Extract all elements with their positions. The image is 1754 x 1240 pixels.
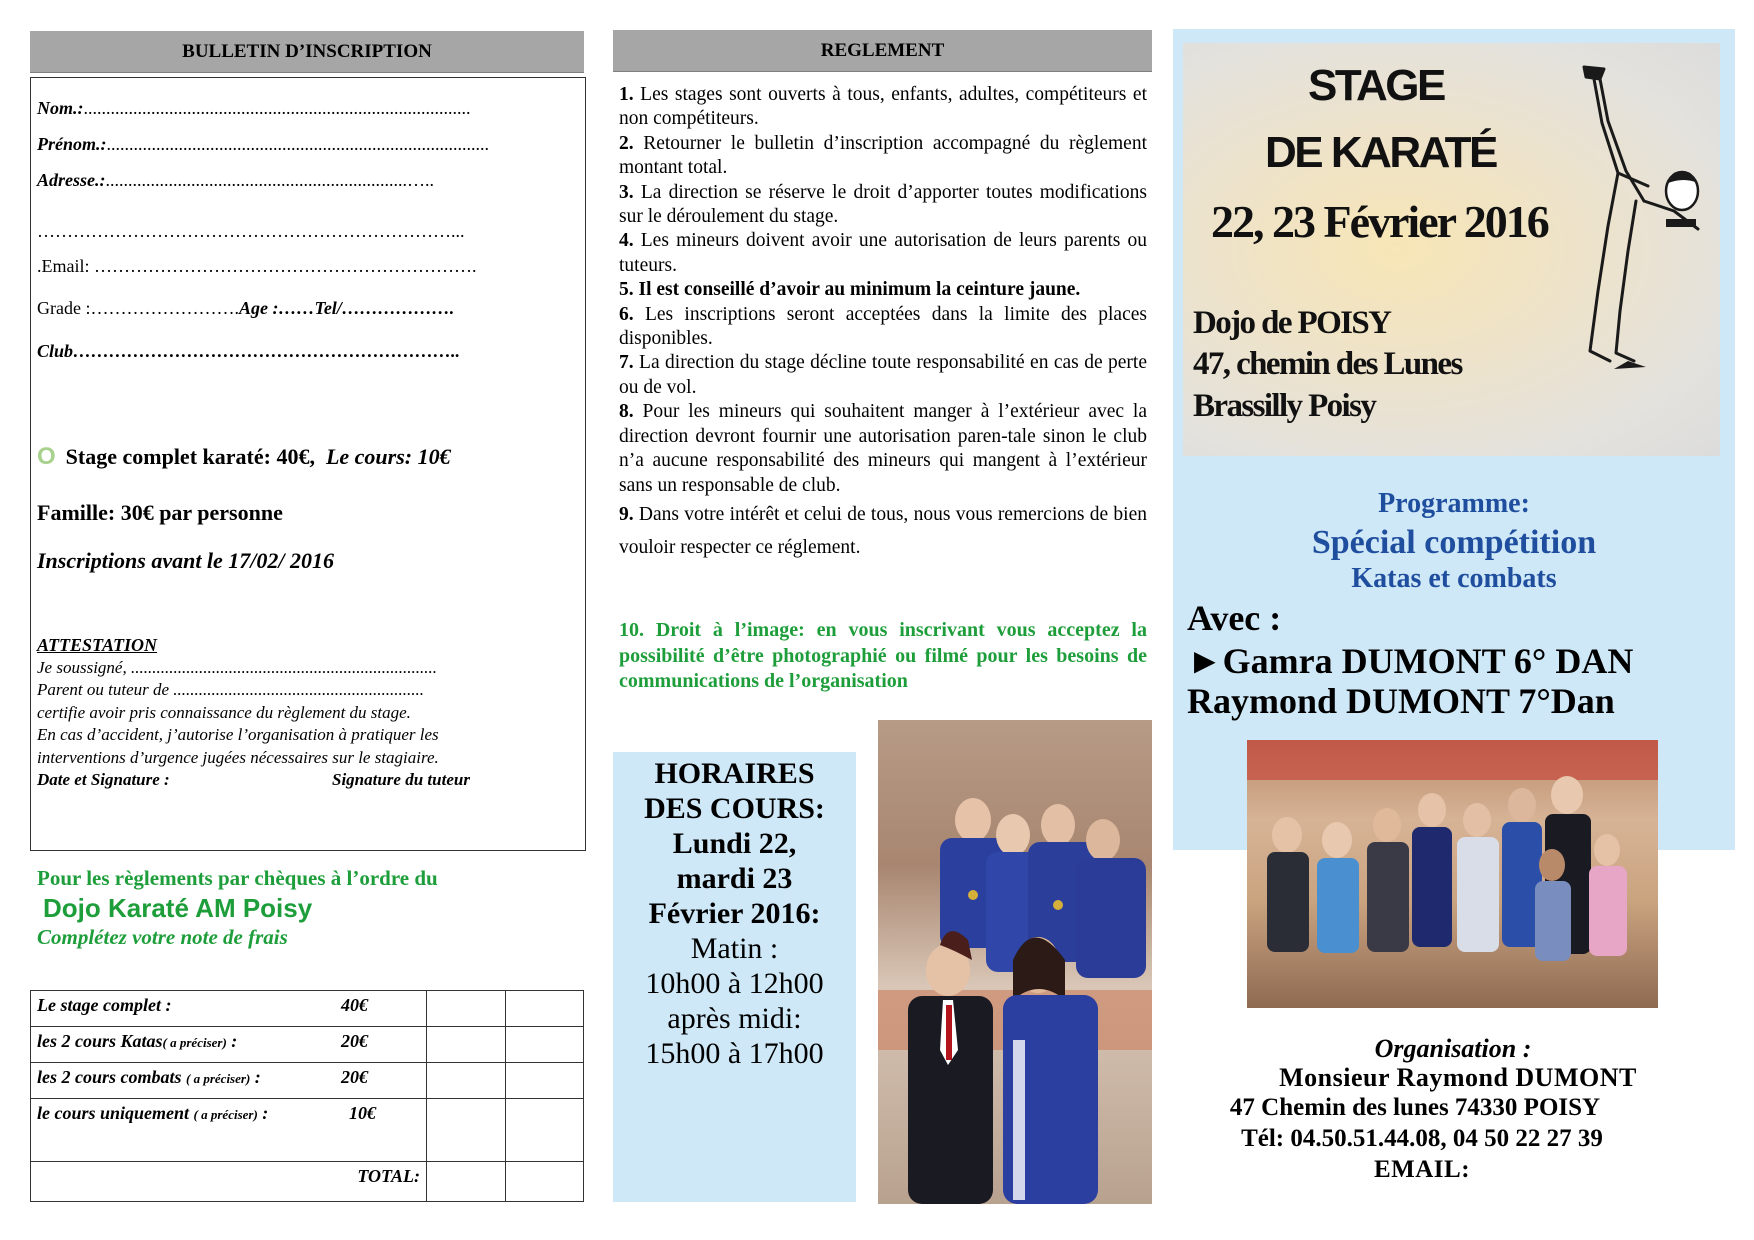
group-photo bbox=[1247, 740, 1658, 1008]
karate-kick-icon bbox=[1578, 61, 1713, 391]
inscription-header: BULLETIN D’INSCRIPTION bbox=[30, 31, 584, 73]
adresse-line2-field[interactable]: ……………………………………………………………... bbox=[37, 221, 465, 241]
table-row bbox=[31, 1161, 584, 1201]
competition-photo bbox=[878, 720, 1152, 1204]
horaires-title: DES COURS: bbox=[644, 792, 825, 825]
email-field[interactable]: .Email: ………………………………………………………. bbox=[37, 256, 477, 276]
horaires-day: mardi 23 bbox=[676, 862, 793, 895]
inscriptions-deadline: Inscriptions avant le 17/02/ 2016 bbox=[37, 548, 335, 573]
rule-item: 9. Dans votre intérêt et celui de tous, nous vous remercions de bien vouloir respecter ce réglement. bbox=[619, 503, 1147, 558]
cheques-line1: Pour les règlements par chèques à l’ordre du bbox=[37, 866, 438, 890]
price-check-cell[interactable] bbox=[427, 991, 506, 1027]
table-row bbox=[31, 1099, 584, 1161]
table-row bbox=[31, 1063, 584, 1099]
grade-age-tel-field[interactable]: Grade :…………………….Age :……Tel/………………. bbox=[37, 298, 455, 318]
adresse-field[interactable]: Adresse.:...................................................................….. bbox=[37, 170, 434, 190]
attestation-line: Parent ou tuteur de ........................................................... bbox=[37, 680, 425, 699]
price-check-cell[interactable] bbox=[427, 1099, 506, 1161]
attestation-line: Je soussigné, ........................................................................ bbox=[37, 657, 437, 677]
rule-item: 3. La direction se réserve le droit d’apporter toutes modifications sur le déroulement du stage. bbox=[619, 181, 1147, 228]
banner-location-town: Brassilly Poisy bbox=[1193, 388, 1376, 424]
table-row bbox=[31, 991, 584, 1027]
total-label-cell: TOTAL: bbox=[31, 1161, 427, 1201]
instructor-gamra: ►Gamra DUMONT 6° DAN bbox=[1187, 641, 1634, 681]
attestation-title: ATTESTATION bbox=[37, 635, 158, 655]
programme-special: Spécial compétition bbox=[1311, 524, 1597, 561]
price-amount-cell[interactable] bbox=[505, 1063, 584, 1099]
stage-banner bbox=[1183, 43, 1720, 456]
price-amount-cell[interactable] bbox=[505, 1027, 584, 1063]
rule-item: 6. Les inscriptions seront acceptées dans la limite des places disponibles. bbox=[619, 303, 1147, 350]
organisation-address: 47 Chemin des lunes 74330 POISY bbox=[1229, 1094, 1601, 1121]
prenom-field[interactable]: Prénom.:..................................................................................... bbox=[37, 134, 489, 154]
horaires-box bbox=[613, 752, 856, 1202]
rule-item: 1. Les stages sont ouverts à tous, enfants, adultes, compétiteurs et non compétiteurs. bbox=[619, 84, 1147, 130]
rule-item: 2. Retourner le bulletin d’inscription accompagné du règlement montant total. bbox=[619, 132, 1147, 179]
price-label-cell: Le stage complet : 40€ bbox=[31, 991, 427, 1027]
rule-item: 4. Les mineurs doivent avoir une autorisation de leurs parents ou tuteurs. bbox=[619, 230, 1147, 276]
price-amount-cell[interactable] bbox=[505, 1099, 584, 1161]
horaires-title: HORAIRES bbox=[654, 757, 815, 790]
price-table bbox=[30, 990, 584, 1202]
price-label-cell: le cours uniquement ( a préciser) : 10€ bbox=[31, 1099, 427, 1161]
aprem-label: après midi: bbox=[667, 1002, 802, 1035]
matin-time: 10h00 à 12h00 bbox=[645, 967, 824, 1000]
stage-complet-option[interactable]: O Stage complet karaté: 40€, Le cours: 10€ bbox=[37, 443, 451, 470]
banner-title-stage: STAGE bbox=[1308, 61, 1444, 110]
attestation-block bbox=[37, 634, 577, 792]
attestation-line: En cas d’accident, j’autorise l’organisation à pratiquer les bbox=[37, 725, 439, 744]
banner-dates: 22, 23 Février 2016 bbox=[1211, 196, 1548, 247]
group-photo-icon bbox=[878, 720, 1152, 1204]
inscription-form-box bbox=[30, 77, 586, 851]
aprem-time: 15h00 à 17h00 bbox=[645, 1037, 824, 1070]
banner-title-karate: DE KARATÉ bbox=[1265, 128, 1496, 177]
organisation-email[interactable]: EMAIL: bbox=[1373, 1156, 1471, 1183]
organisation-name: Monsieur Raymond DUMONT bbox=[1279, 1063, 1637, 1092]
matin-label: Matin : bbox=[690, 932, 779, 965]
signature-line: Date et Signature : Signature du tuteur bbox=[37, 770, 470, 789]
option-circle-icon[interactable]: O bbox=[37, 443, 56, 470]
rule-item: 8. Pour les mineurs qui souhaitent manger à l’extérieur avec la direction devront fournir une autorisation paren-tale sinon le club n’a aucune responsabilité des mineurs qui mangent à l’extérieur sans un responsable de club. bbox=[619, 401, 1147, 496]
attestation-line: certifie avoir pris connaissance du règlement du stage. bbox=[37, 702, 411, 722]
attestation-line: interventions d’urgence jugées nécessaires sur le stagiaire. bbox=[37, 747, 439, 767]
price-check-cell[interactable] bbox=[427, 1063, 506, 1099]
banner-location-dojo: Dojo de POISY bbox=[1193, 305, 1391, 341]
instructor-raymond: Raymond DUMONT 7°Dan bbox=[1187, 681, 1615, 721]
programme-katas: Katas et combats bbox=[1351, 563, 1557, 594]
cheques-note: Complétez votre note de frais bbox=[37, 925, 288, 949]
reglement-header: REGLEMENT bbox=[613, 30, 1152, 72]
banner-location-street: 47, chemin des Lunes bbox=[1193, 346, 1462, 382]
group-photo-icon bbox=[1247, 740, 1658, 1008]
rule-item: 5. Il est conseillé d’avoir au minimum la ceinture jaune. bbox=[619, 279, 1081, 301]
organisation-label: Organisation : bbox=[1374, 1034, 1532, 1063]
table-row bbox=[31, 1027, 584, 1063]
famille-price: Famille: 30€ par personne bbox=[37, 500, 283, 525]
club-field[interactable]: Club……………………………………………………….. bbox=[37, 341, 461, 361]
price-label-cell: les 2 cours combats ( a préciser) : 20€ bbox=[31, 1063, 427, 1099]
price-amount-cell[interactable] bbox=[505, 991, 584, 1027]
organisation-tel: Tél: 04.50.51.44.08, 04 50 22 27 39 bbox=[1241, 1125, 1603, 1152]
nom-field[interactable]: Nom.:...................................................................................... bbox=[37, 98, 471, 118]
price-label-cell: les 2 cours Katas( a préciser) : 20€ bbox=[31, 1027, 427, 1063]
programme-label: Programme: bbox=[1378, 488, 1530, 519]
price-check-cell[interactable] bbox=[427, 1027, 506, 1063]
avec-label: Avec : bbox=[1187, 598, 1282, 638]
horaires-month: Février 2016: bbox=[648, 897, 821, 930]
droit-image-text: 10. Droit à l’image: en vous inscrivant vous acceptez la possibilité d’être photographié ou filmé pour les besoins de communications de l’organisation bbox=[619, 619, 1147, 692]
horaires-day: Lundi 22, bbox=[672, 827, 797, 860]
total-check-cell[interactable] bbox=[427, 1161, 506, 1201]
cheques-club-name: Dojo Karaté AM Poisy bbox=[43, 893, 313, 923]
rules-list bbox=[619, 83, 1147, 564]
total-amount-cell[interactable] bbox=[505, 1161, 584, 1201]
rule-item: 7. La direction du stage décline toute responsabilité en cas de perte ou de vol. bbox=[619, 352, 1147, 398]
